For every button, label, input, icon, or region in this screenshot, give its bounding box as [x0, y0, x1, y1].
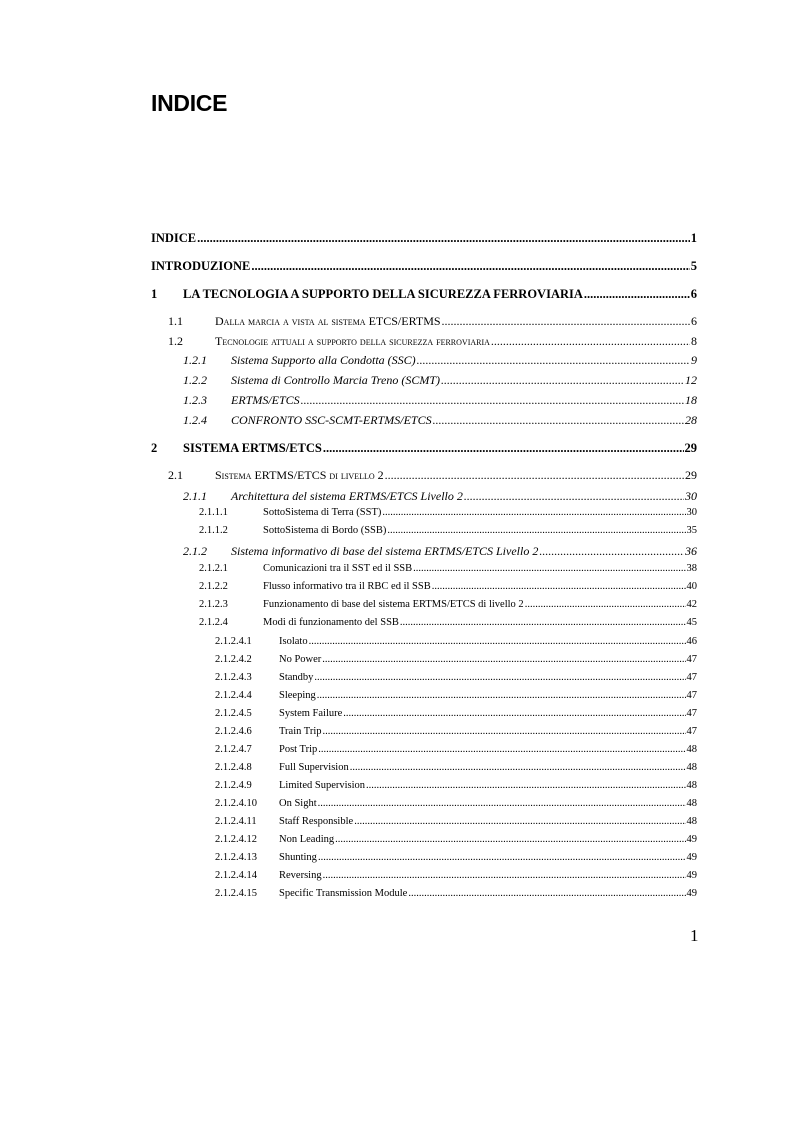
toc-entry-title: Isolato	[279, 636, 308, 647]
toc-entry-title: SISTEMA ERTMS/ETCS	[183, 441, 322, 455]
dot-leader	[464, 489, 684, 504]
dot-leader	[323, 726, 686, 737]
toc-entry-page: 29	[685, 468, 697, 482]
toc-entry-number: 2.1.1.2	[199, 525, 228, 536]
dot-leader	[413, 563, 685, 574]
toc-entry-number: 2.1.2.4.11	[215, 816, 257, 827]
toc-entry-page: 49	[686, 888, 697, 899]
toc-entry-number: 1.2	[168, 334, 183, 348]
toc-entry-title: Sistema ERTMS/ETCS di livello 2	[215, 468, 384, 482]
dot-leader	[354, 816, 685, 827]
toc-entry-page: 48	[686, 762, 697, 773]
toc-entry-title: Sleeping	[279, 690, 316, 701]
toc-entry-page: 45	[686, 617, 697, 628]
toc-entry-page: 48	[686, 798, 697, 809]
dot-leader	[197, 231, 690, 246]
toc-entry-page: 47	[686, 654, 697, 665]
toc-entry-title: SottoSistema di Bordo (SSB)	[263, 525, 387, 536]
dot-leader	[350, 762, 686, 773]
toc-entry-number: 2.1.2.4.10	[215, 798, 257, 809]
dot-leader	[309, 636, 686, 647]
dot-leader	[301, 393, 684, 408]
toc-entry-title: Shunting	[279, 852, 317, 863]
dot-leader	[317, 690, 686, 701]
page-heading: INDICE	[151, 90, 228, 116]
toc-entry-page: 48	[686, 744, 697, 755]
toc-entry-title: Funzionamento di base del sistema ERTMS/ETCS di livello 2	[263, 599, 524, 610]
dot-leader	[251, 259, 689, 274]
toc-entry-page: 1	[690, 231, 697, 245]
toc-entry-number: 2.1.2.4.4	[215, 690, 252, 701]
toc-entry-page: 47	[686, 690, 697, 701]
toc-entry-page: 48	[686, 816, 697, 827]
dot-leader	[400, 617, 686, 628]
toc-entry-number: 2.1.2.4.6	[215, 726, 252, 737]
toc-entry-number: 1.2.1	[183, 353, 207, 367]
toc-entry-number: 1.2.4	[183, 413, 207, 427]
toc-entry-title: Sistema di Controllo Marcia Treno (SCMT)	[231, 373, 441, 387]
toc-entry-title: Flusso informativo tra il RBC ed il SSB	[263, 581, 431, 592]
toc-entry-page: 47	[686, 726, 697, 737]
toc-entry-page: 48	[686, 780, 697, 791]
dot-leader	[441, 373, 684, 388]
toc-entry-number: 2.1.2.2	[199, 581, 228, 592]
dot-leader	[385, 468, 684, 483]
toc-entry-page: 36	[685, 544, 697, 558]
toc-entry-page: 6	[691, 314, 697, 328]
toc-entry-page: 47	[686, 672, 697, 683]
toc-entry-page: 49	[686, 852, 697, 863]
toc-entry-number: 2.1.2.4.14	[215, 870, 257, 881]
toc-entry-title: Reversing	[279, 870, 322, 881]
page-number: 1	[690, 926, 699, 945]
dot-leader	[323, 870, 686, 881]
toc-entry-title: Sistema Supporto alla Condotta (SSC)	[231, 353, 416, 367]
toc-entry-page: 18	[685, 393, 697, 407]
dot-leader	[442, 314, 690, 329]
toc-entry-title: No Power	[279, 654, 322, 665]
dot-leader	[322, 654, 685, 665]
toc-entry-title: INTRODUZIONE	[151, 259, 251, 273]
toc-entry-title: Dalla marcia a vista al sistema ETCS/ERTMS	[215, 314, 441, 328]
toc-entry-page: 30	[685, 489, 697, 503]
toc-entry-number: 2.1	[168, 468, 183, 482]
dot-leader	[525, 599, 686, 610]
toc-entry-page: 47	[686, 708, 697, 719]
toc-entry-number: 2	[151, 441, 158, 455]
dot-leader	[433, 413, 684, 428]
toc-entry-number: 2.1.2.4.5	[215, 708, 252, 719]
toc-entry-number: 2.1.2.4.12	[215, 834, 257, 845]
toc-entry-title: Staff Responsible	[279, 816, 354, 827]
toc-entry-title: Specific Transmission Module	[279, 888, 408, 899]
toc-entry-title: ERTMS/ETCS	[231, 393, 300, 407]
toc-entry-title: Comunicazioni tra il SST ed il SSB	[263, 563, 413, 574]
toc-entry-title: Sistema informativo di base del sistema ERTMS/ETCS Livello 2	[231, 544, 539, 558]
dot-leader	[539, 544, 684, 559]
toc-entry-number: 2.1.2.4.13	[215, 852, 257, 863]
dot-leader	[432, 581, 686, 592]
toc-entry-number: 1.2.2	[183, 373, 207, 387]
dot-leader	[335, 834, 685, 845]
toc-entry-title: Modi di funzionamento del SSB	[263, 617, 399, 628]
toc-entry-number: 2.1.2.4.3	[215, 672, 252, 683]
toc-entry-page: 29	[684, 441, 697, 455]
toc-entry-number: 1.2.3	[183, 393, 207, 407]
toc-entry-number: 2.1.2.1	[199, 563, 228, 574]
toc-entry-title: CONFRONTO SSC-SCMT-ERTMS/ETCS	[231, 413, 432, 427]
toc-entry-number: 2.1.2.4.15	[215, 888, 257, 899]
toc-entry-number: 2.1.1	[183, 489, 207, 503]
toc-entry-number: 2.1.2.4.7	[215, 744, 252, 755]
toc-entry-number: 2.1.2.4.1	[215, 636, 252, 647]
toc-entry-number: 1	[151, 287, 158, 301]
toc-entry-title: Architettura del sistema ERTMS/ETCS Livello 2	[231, 489, 463, 503]
toc-entry-page: 49	[686, 870, 697, 881]
toc-entry-page: 46	[686, 636, 697, 647]
toc-entry-number: 2.1.1.1	[199, 507, 228, 518]
toc-entry-title: Standby	[279, 672, 314, 683]
dot-leader	[323, 441, 684, 456]
toc-entry-page: 12	[685, 373, 697, 387]
toc-entry-page: 5	[690, 259, 697, 273]
toc-entry-title: On Sight	[279, 798, 317, 809]
toc-entry-title: INDICE	[151, 231, 197, 245]
toc-entry-page: 9	[691, 353, 697, 367]
toc-entry-number: 2.1.2	[183, 544, 207, 558]
dot-leader	[318, 744, 685, 755]
toc-entry-page: 30	[686, 507, 697, 518]
toc-entry-number: 2.1.2.4.9	[215, 780, 252, 791]
dot-leader	[366, 780, 685, 791]
toc-entry-number: 2.1.2.4	[199, 617, 228, 628]
toc-entry-page: 40	[686, 581, 697, 592]
toc-entry-title: Full Supervision	[279, 762, 349, 773]
toc-entry-page: 6	[690, 287, 697, 301]
toc-entry-page: 28	[685, 413, 697, 427]
dot-leader	[318, 798, 686, 809]
toc-entry-page: 8	[691, 334, 697, 348]
dot-leader	[408, 888, 685, 899]
toc-entry-number: 2.1.2.4.8	[215, 762, 252, 773]
toc-entry-title: SottoSistema di Terra (SST)	[263, 507, 382, 518]
toc-entry-title: Tecnologie attuali a supporto della sicurezza ferroviaria	[215, 334, 490, 348]
dot-leader	[387, 525, 685, 536]
toc-entry-number: 2.1.2.4.2	[215, 654, 252, 665]
toc-entry-page: 38	[686, 563, 697, 574]
toc-entry-title: System Failure	[279, 708, 343, 719]
toc-entry-title: Non Leading	[279, 834, 335, 845]
dot-leader	[382, 507, 685, 518]
toc-entry-number: 2.1.2.3	[199, 599, 228, 610]
toc-entry-page: 35	[686, 525, 697, 536]
toc-entry-title: Train Trip	[279, 726, 322, 737]
toc-entry-title: Post Trip	[279, 744, 318, 755]
toc-entry-number: 1.1	[168, 314, 183, 328]
toc-entry-title: LA TECNOLOGIA A SUPPORTO DELLA SICUREZZA FERROVIARIA	[183, 287, 583, 301]
toc-entry-page: 49	[686, 834, 697, 845]
dot-leader	[417, 353, 690, 368]
dot-leader	[584, 287, 690, 302]
toc-entry-title: Limited Supervision	[279, 780, 366, 791]
dot-leader	[343, 708, 685, 719]
toc-entry-page: 42	[686, 599, 697, 610]
dot-leader	[314, 672, 685, 683]
dot-leader	[318, 852, 686, 863]
dot-leader	[491, 334, 690, 349]
